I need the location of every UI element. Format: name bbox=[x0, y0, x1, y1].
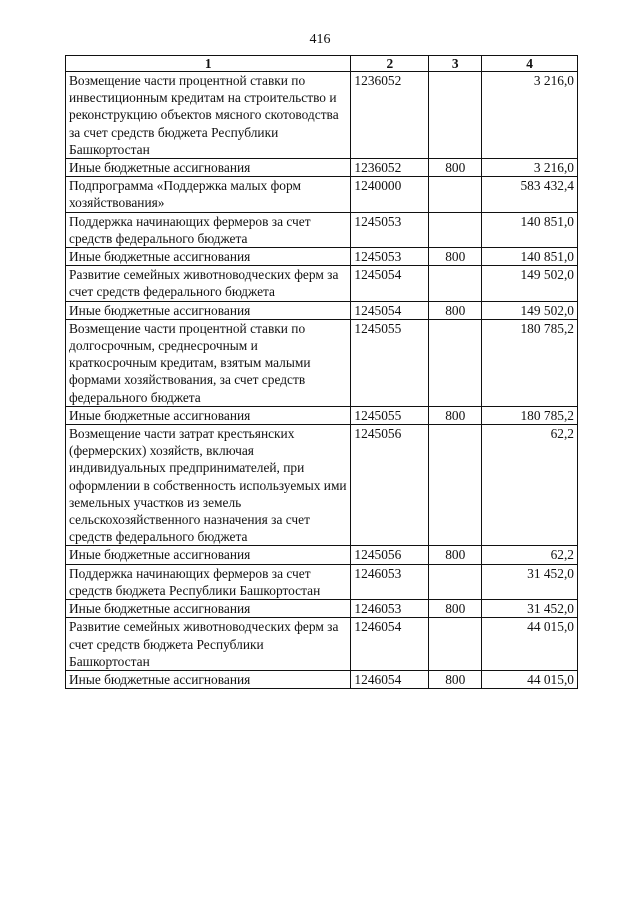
page-number: 416 bbox=[309, 32, 331, 47]
table-row bbox=[66, 425, 578, 546]
row-code-cell: 1246053 bbox=[351, 564, 429, 599]
header-col-3: 3 bbox=[429, 56, 482, 72]
row-code-cell: 1246054 bbox=[351, 618, 429, 671]
row-amount-cell: 180 785,2 bbox=[482, 319, 578, 406]
row-amount-cell: 140 851,0 bbox=[482, 212, 578, 247]
row-code-cell: 1245055 bbox=[351, 406, 429, 424]
row-type-cell bbox=[429, 177, 482, 212]
row-name-cell: Иные бюджетные ассигнования bbox=[66, 159, 351, 177]
row-code-cell: 1236052 bbox=[351, 159, 429, 177]
row-type-cell: 800 bbox=[429, 546, 482, 564]
row-amount-cell: 180 785,2 bbox=[482, 406, 578, 424]
row-code-cell: 1245053 bbox=[351, 212, 429, 247]
row-type-cell: 800 bbox=[429, 301, 482, 319]
header-col-4: 4 bbox=[482, 56, 578, 72]
header-col-2: 2 bbox=[351, 56, 429, 72]
row-name-cell: Возмещение части процентной ставки по инвестиционным кредитам на строительство и реконструкцию объектов мясного скотоводства за счет средств бюджета Республики Башкортостан bbox=[66, 72, 351, 159]
table-row bbox=[66, 618, 578, 671]
row-type-cell bbox=[429, 72, 482, 159]
row-type-cell: 800 bbox=[429, 248, 482, 266]
row-name-cell: Развитие семейных животноводческих ферм за счет средств федерального бюджета bbox=[66, 266, 351, 301]
row-type-cell: 800 bbox=[429, 600, 482, 618]
row-amount-cell: 62,2 bbox=[482, 425, 578, 546]
table-row bbox=[66, 301, 578, 319]
row-name-cell: Иные бюджетные ассигнования bbox=[66, 301, 351, 319]
row-amount-cell: 140 851,0 bbox=[482, 248, 578, 266]
row-name-cell: Иные бюджетные ассигнования bbox=[66, 248, 351, 266]
row-code-cell: 1246054 bbox=[351, 670, 429, 688]
row-type-cell bbox=[429, 266, 482, 301]
row-name-cell: Развитие семейных животноводческих ферм за счет средств бюджета Республики Башкортостан bbox=[66, 618, 351, 671]
row-code-cell: 1245055 bbox=[351, 319, 429, 406]
row-amount-cell: 583 432,4 bbox=[482, 177, 578, 212]
row-name-cell: Иные бюджетные ассигнования bbox=[66, 600, 351, 618]
row-amount-cell: 44 015,0 bbox=[482, 618, 578, 671]
row-type-cell bbox=[429, 564, 482, 599]
row-code-cell: 1245056 bbox=[351, 546, 429, 564]
row-type-cell bbox=[429, 212, 482, 247]
budget-table bbox=[65, 55, 578, 689]
table-row bbox=[66, 72, 578, 159]
row-type-cell: 800 bbox=[429, 670, 482, 688]
row-name-cell: Поддержка начинающих фермеров за счет средств федерального бюджета bbox=[66, 212, 351, 247]
row-amount-cell: 62,2 bbox=[482, 546, 578, 564]
table-row bbox=[66, 266, 578, 301]
row-type-cell: 800 bbox=[429, 406, 482, 424]
row-code-cell: 1245054 bbox=[351, 301, 429, 319]
row-code-cell: 1246053 bbox=[351, 600, 429, 618]
row-amount-cell: 44 015,0 bbox=[482, 670, 578, 688]
row-amount-cell: 31 452,0 bbox=[482, 564, 578, 599]
row-type-cell bbox=[429, 618, 482, 671]
row-type-cell: 800 bbox=[429, 159, 482, 177]
table-row bbox=[66, 546, 578, 564]
table-row bbox=[66, 406, 578, 424]
table-row bbox=[66, 600, 578, 618]
row-amount-cell: 31 452,0 bbox=[482, 600, 578, 618]
table-row bbox=[66, 670, 578, 688]
row-name-cell: Возмещение части процентной ставки по долгосрочным, среднесрочным и краткосрочным кредитам, взятым малыми формами хозяйствования, за счет средств федерального бюджета bbox=[66, 319, 351, 406]
row-name-cell: Иные бюджетные ассигнования bbox=[66, 546, 351, 564]
row-name-cell: Иные бюджетные ассигнования bbox=[66, 406, 351, 424]
row-amount-cell: 149 502,0 bbox=[482, 266, 578, 301]
row-type-cell bbox=[429, 319, 482, 406]
table-row bbox=[66, 177, 578, 212]
row-amount-cell: 3 216,0 bbox=[482, 72, 578, 159]
row-code-cell: 1240000 bbox=[351, 177, 429, 212]
table-row bbox=[66, 248, 578, 266]
header-col-1: 1 bbox=[66, 56, 351, 72]
table-body bbox=[66, 72, 578, 689]
table-header-row bbox=[66, 56, 578, 72]
row-code-cell: 1236052 bbox=[351, 72, 429, 159]
table-row bbox=[66, 319, 578, 406]
row-code-cell: 1245056 bbox=[351, 425, 429, 546]
row-type-cell bbox=[429, 425, 482, 546]
row-amount-cell: 3 216,0 bbox=[482, 159, 578, 177]
row-code-cell: 1245054 bbox=[351, 266, 429, 301]
row-name-cell: Поддержка начинающих фермеров за счет средств бюджета Республики Башкортостан bbox=[66, 564, 351, 599]
row-amount-cell: 149 502,0 bbox=[482, 301, 578, 319]
row-name-cell: Иные бюджетные ассигнования bbox=[66, 670, 351, 688]
table-row bbox=[66, 564, 578, 599]
row-name-cell: Подпрограмма «Поддержка малых форм хозяйствования» bbox=[66, 177, 351, 212]
row-code-cell: 1245053 bbox=[351, 248, 429, 266]
table-row bbox=[66, 212, 578, 247]
table-row bbox=[66, 159, 578, 177]
row-name-cell: Возмещение части затрат крестьянских (фермерских) хозяйств, включая индивидуальных предпринимателей, при оформлении в собственность используемых ими земельных участков из земель сельскохозяйственного назначения за счет средств федерального бюджета bbox=[66, 425, 351, 546]
